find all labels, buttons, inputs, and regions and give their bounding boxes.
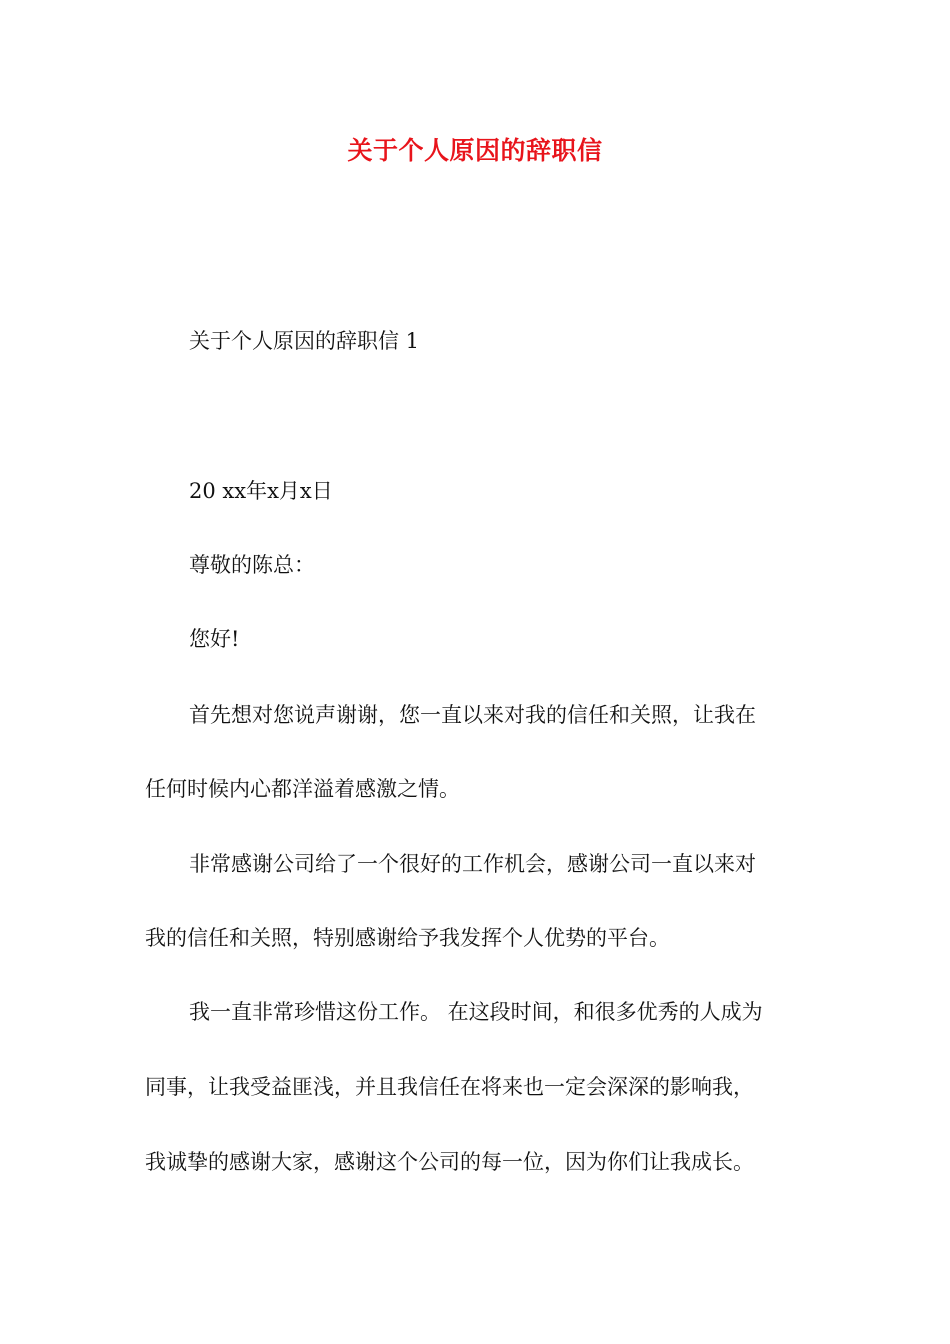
letter-greeting: 您好!: [189, 627, 240, 651]
paragraph-3-line-1: 我一直非常珍惜这份工作。 在这段时间，和很多优秀的人成为: [189, 1000, 763, 1024]
paragraph-1-line-1: 首先想对您说声谢谢，您一直以来对我的信任和关照，让我在: [189, 703, 756, 727]
letter-salutation: 尊敬的陈总：: [189, 553, 315, 577]
paragraph-2-line-2: 我的信任和关照，特别感谢给予我发挥个人优势的平台。: [145, 926, 670, 950]
paragraph-3-line-2: 同事，让我受益匪浅，并且我信任在将来也一定会深深的影响我，: [145, 1075, 754, 1099]
letter-date: 20 xx年x月x日: [189, 479, 333, 503]
letter-heading: 关于个人原因的辞职信 1: [189, 329, 420, 353]
document-title: 关于个人原因的辞职信: [347, 136, 603, 165]
paragraph-2-line-1: 非常感谢公司给了一个很好的工作机会，感谢公司一直以来对: [189, 852, 756, 876]
paragraph-3-line-3: 我诚挚的感谢大家，感谢这个公司的每一位，因为你们让我成长。: [145, 1150, 754, 1174]
paragraph-1-line-2: 任何时候内心都洋溢着感激之情。: [145, 777, 460, 801]
